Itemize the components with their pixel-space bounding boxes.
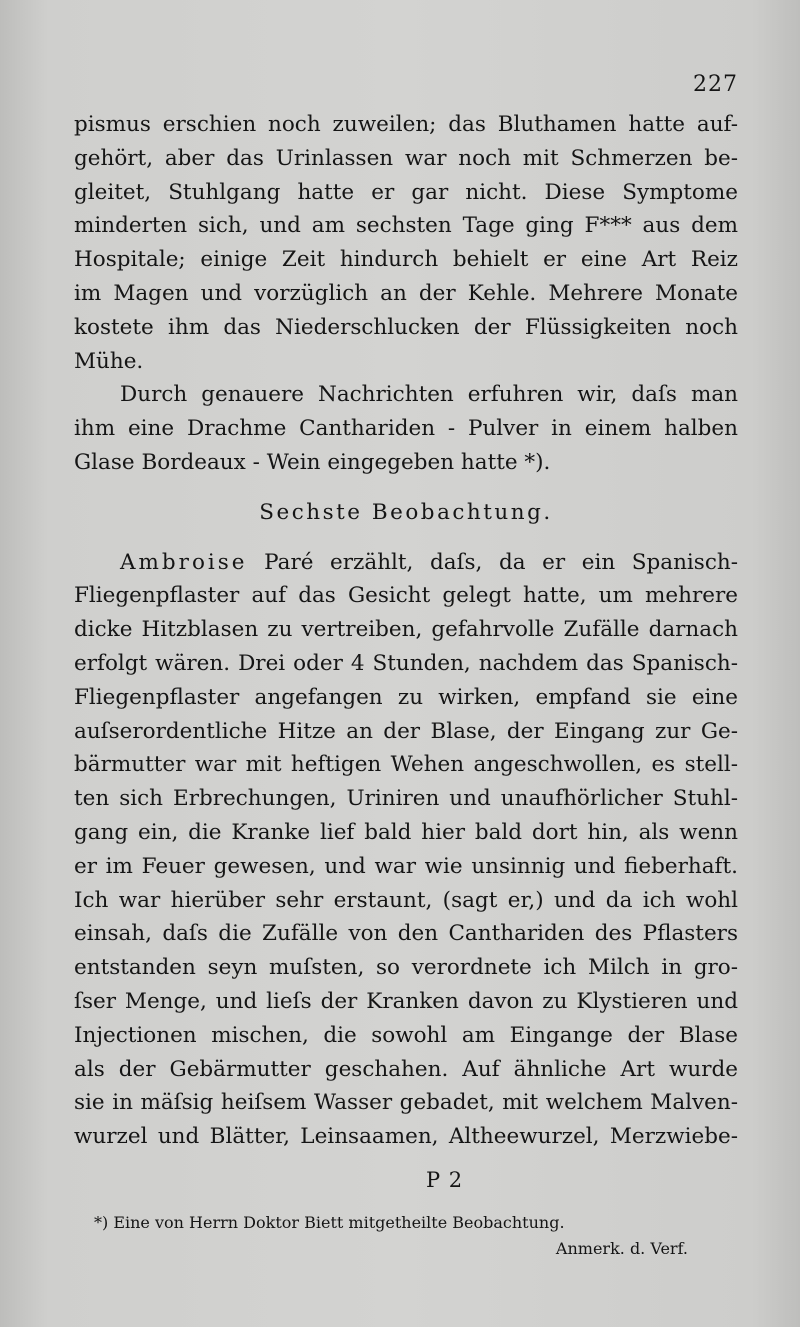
text-line xyxy=(74,546,738,580)
text-line: Mühe. xyxy=(74,348,144,374)
text-line: gleitet, Stuhlgang hatte er gar nicht. Diese Symptome xyxy=(74,179,738,205)
text-line: einsah, daſs die Zufälle von den Canthariden des Pflasters xyxy=(74,921,738,947)
text-line: dicke Hitzblasen zu vertreiben, gefahrvolle Zufälle darnach xyxy=(74,617,738,643)
text-line: Fliegenpflaster angefangen zu wirken, empfand sie eine xyxy=(74,684,738,710)
text-line: wurzel und Blätter, Leinsaamen, Altheewurzel, Merzwiebe- xyxy=(74,1124,738,1150)
footnote xyxy=(94,1210,694,1262)
body-text xyxy=(74,108,738,1154)
text-line: pismus erschien noch zuweilen; das Bluthamen hatte auf- xyxy=(74,112,738,137)
text-line: ſser Menge, und lieſs der Kranken davon zu Klystieren und xyxy=(74,988,738,1014)
footnote-attribution: Anmerk. d. Verf. xyxy=(555,1239,688,1258)
text-line: im Magen und vorzüglich an der Kehle. Mehrere Monate xyxy=(74,280,738,306)
text-fragment: Paré erzählt, daſs, da er ein Spanisch- xyxy=(264,549,738,575)
author-name: Ambroise xyxy=(120,549,248,575)
text-line: sie in mäſsig heiſsem Wasser gebadet, mit welchem Malven- xyxy=(74,1090,738,1116)
text-line: gehört, aber das Urinlassen war noch mit Schmerzen be- xyxy=(74,145,738,171)
text-line: Fliegenpflaster auf das Gesicht gelegt hatte, um mehrere xyxy=(74,583,738,609)
text-line: Injectionen mischen, die sowohl am Eingange der Blase xyxy=(74,1022,738,1048)
text-line: Hospitale; einige Zeit hindurch behielt er eine Art Reiz xyxy=(74,247,738,273)
footnote-text: *) Eine von Herrn Doktor Biett mitgetheilte Beobachtung. xyxy=(94,1213,565,1232)
text-line: ten sich Erbrechungen, Uriniren und unaufhörlicher Stuhl- xyxy=(74,786,738,812)
text-line: kostete ihm das Niederschlucken der Flüssigkeiten noch xyxy=(74,314,738,340)
text-line: als der Gebärmutter geschahen. Auf ähnliche Art wurde xyxy=(74,1056,738,1082)
text-line: Glase Bordeaux - Wein eingegeben hatte *). xyxy=(74,449,551,475)
section-heading: Sechste Beobachtung. xyxy=(259,499,553,525)
text-line: Durch genauere Nachrichten erfuhren wir, daſs man xyxy=(120,382,738,408)
page-number: 227 xyxy=(693,72,738,97)
text-line: ihm eine Drachme Canthariden - Pulver in einem halben xyxy=(74,416,738,442)
text-line: entstanden seyn muſsten, so verordnete ich Milch in gro- xyxy=(74,955,738,981)
text-line: bärmutter war mit heftigen Wehen angeschwollen, es stell- xyxy=(74,752,738,778)
text-line: auſserordentliche Hitze an der Blase, der Eingang zur Ge- xyxy=(74,718,738,744)
text-line: minderten sich, und am sechsten Tage ging F*** aus dem xyxy=(74,213,738,239)
text-line: gang ein, die Kranke lief bald hier bald dort hin, als wenn xyxy=(74,819,738,845)
signature-mark: P 2 xyxy=(426,1168,464,1192)
text-line: er im Feuer gewesen, und war wie unsinnig und fieberhaft. xyxy=(74,853,738,879)
text-line: erfolgt wären. Drei oder 4 Stunden, nachdem das Spanisch- xyxy=(74,650,738,676)
text-line: Ich war hierüber sehr erstaunt, (sagt er,) und da ich wohl xyxy=(74,887,738,913)
